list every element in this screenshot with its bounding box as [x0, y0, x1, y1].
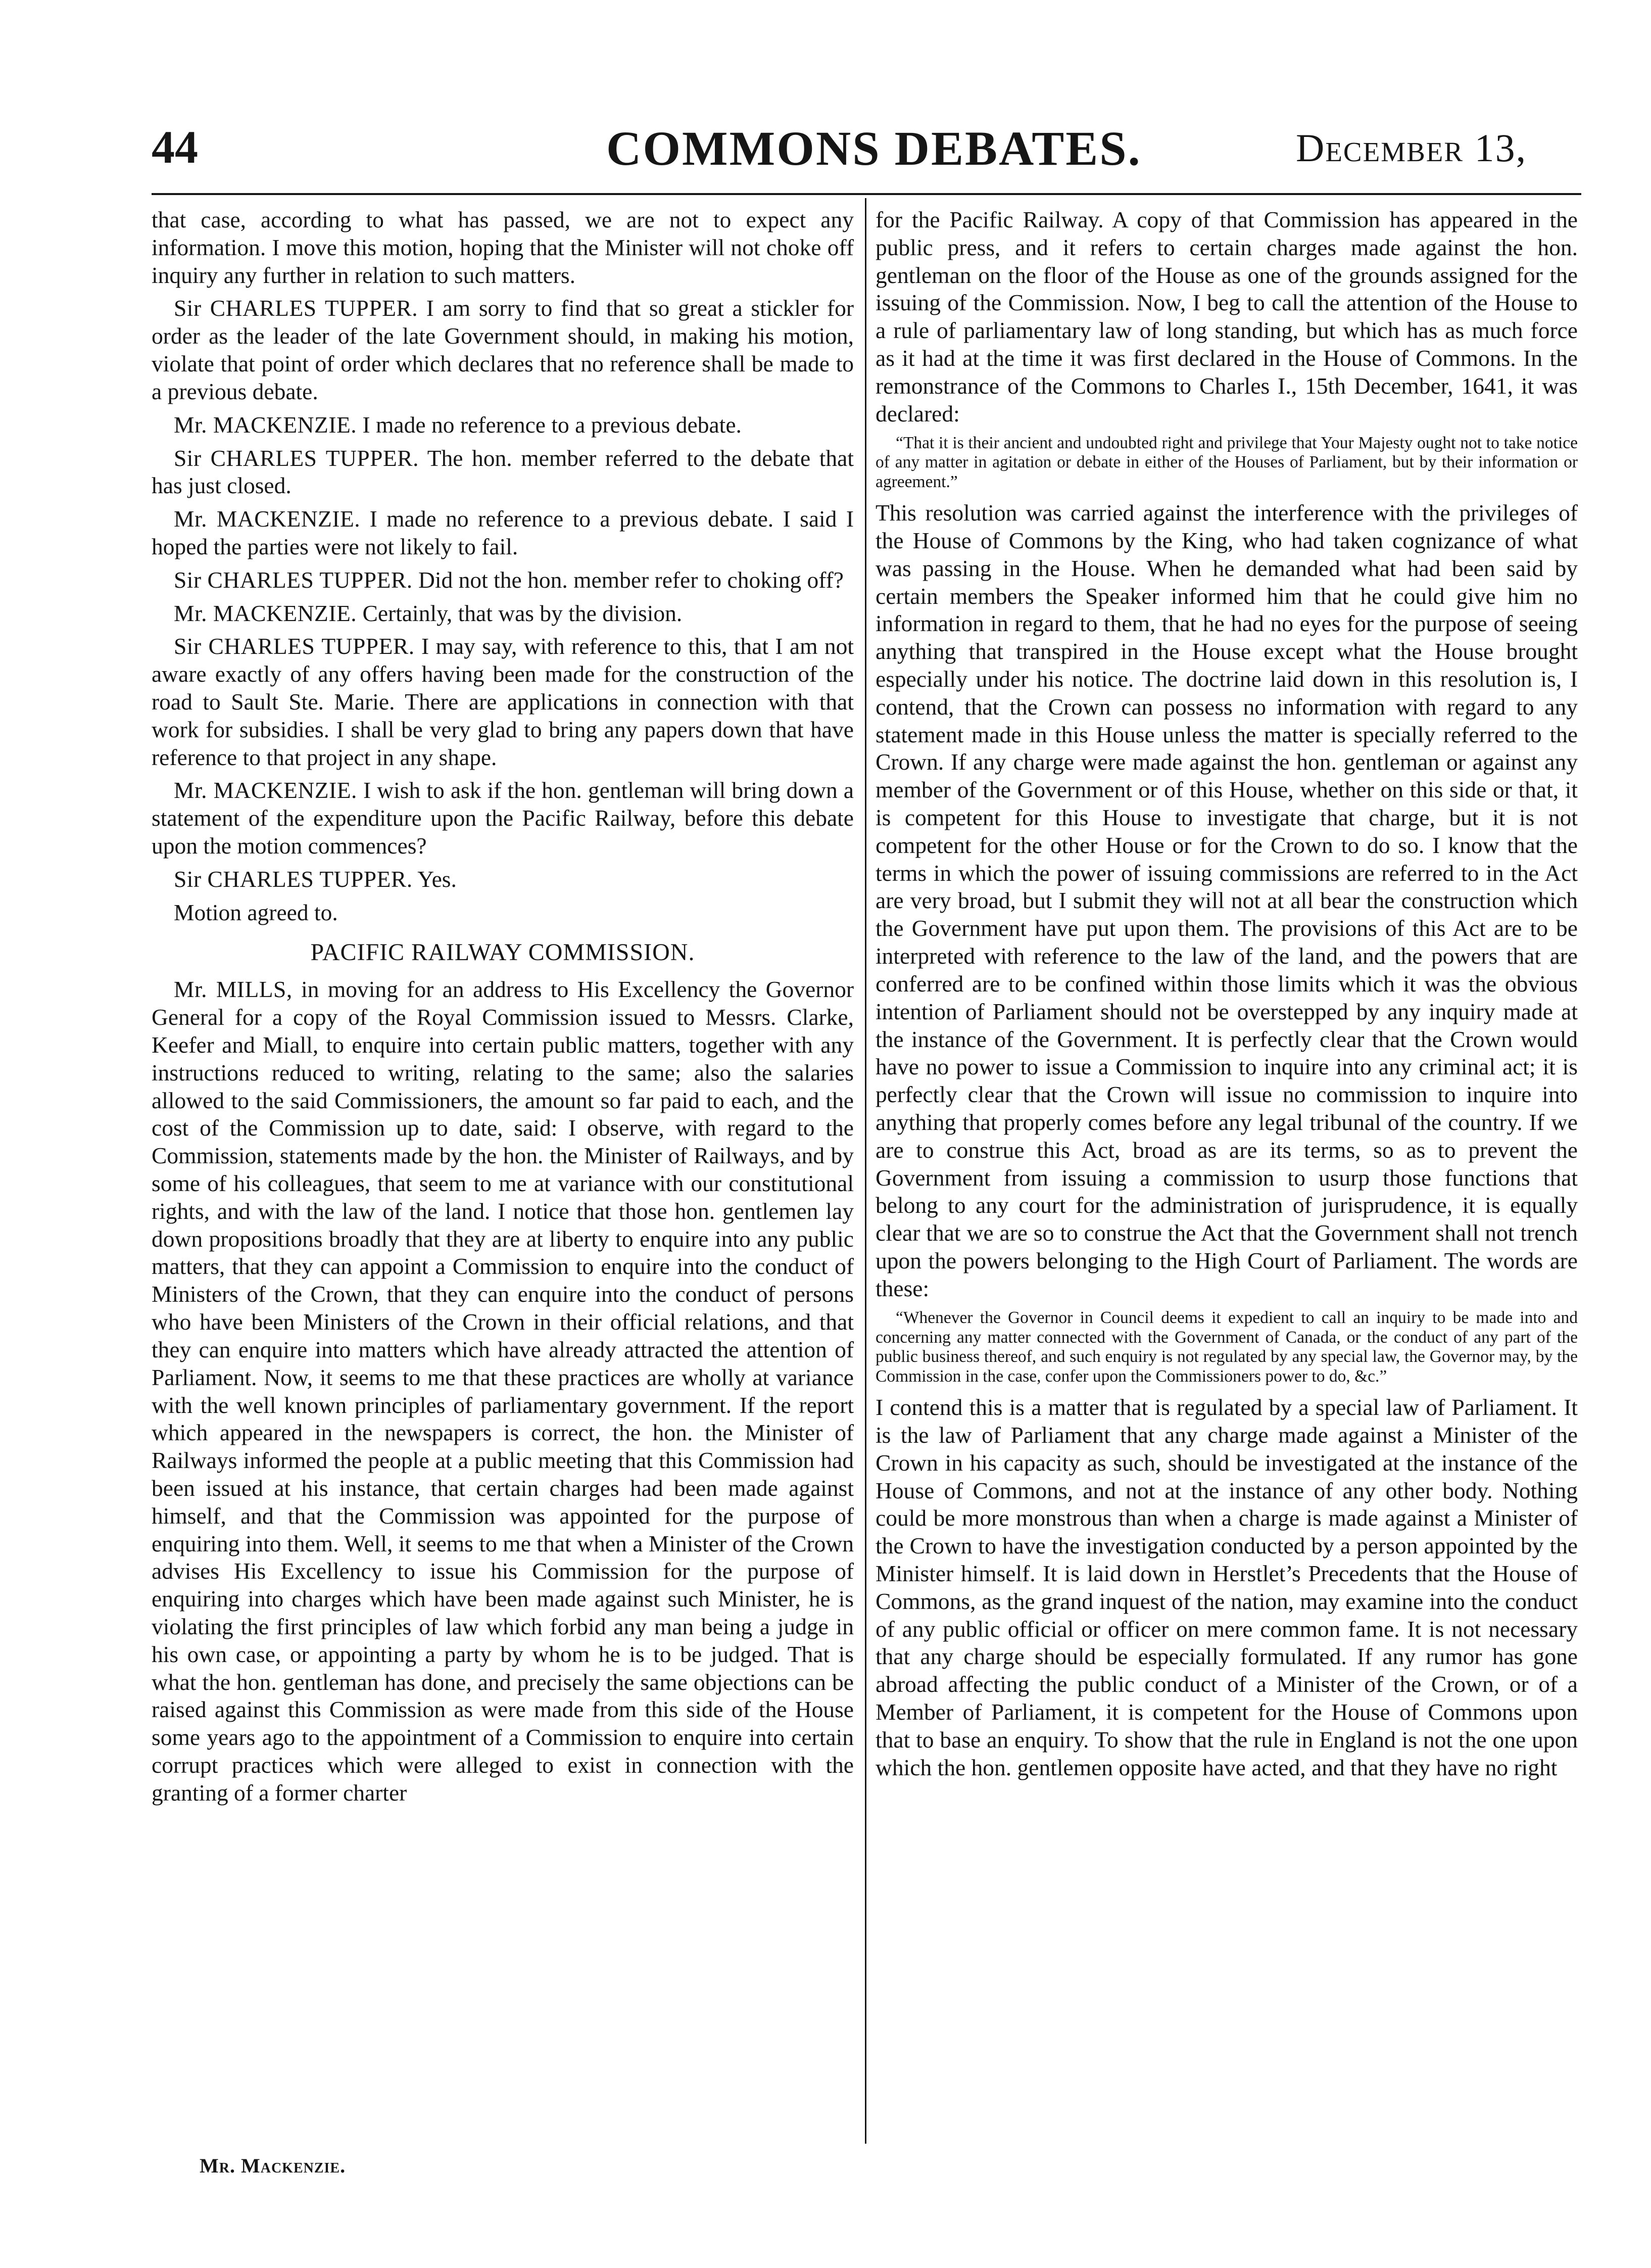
page-number: 44: [152, 121, 198, 173]
speaker-name: Sir CHARLES TUPPER.: [174, 866, 413, 892]
section-heading: PACIFIC RAILWAY COMMISSION.: [310, 938, 695, 966]
paragraph: This resolution was carried against the interference with the privileges of the House of Commons by the King, who had taken cognizance of what was passing in the House. When he demanded what had been said by certain members the Speaker informed him that he could give him no information in regard to them, that he had no eyes for the purpose of seeing anything that transpired in the House except what the House brought especially under his notice. The doctrine laid down in this resolution is, I contend, that the Crown can possess no information with regard to any statement made in this House unless the matter is specially referred to the Crown. If any charge were made against the hon. gentleman or against any member of the Government or of this House, whether on this side or that, it is competent for this House to investigate that charge, but it is not competent for the other House or for the Crown to do so. I know that the terms in which the power of issuing commissions are referred to in the Act are very broad, but I submit they will not at all bear the construction which the Government have put upon them. The provisions of this Act are to be interpreted with reference to the law of the land, and the powers that are conferred are to be confined within those limits which it was the obvious intention of Parliament should not be overstepped by any inquiry made at the instance of the Government. It is perfectly clear that the Crown would have no power to issue a Commission to inquire into any criminal act; it is perfectly clear that the Crown will issue no commission to inquire into anything that properly comes before any legal tribunal of the country. If we are to construe this Act, broad as are its terms, so as to prevent the Government from issuing a commission to usurp those functions that belong to any court for the administration of jurisprudence, it is equally clear that we are so to construe the Act that the Government shall not trench upon the powers belonging to the High Court of Parliament. The words are these:: [876, 500, 1578, 1301]
paragraph: [152, 411, 854, 439]
speech-text: The hon. member referred to the debate that has just closed.: [152, 445, 854, 499]
speech-text: Certainly, that was by the division.: [357, 600, 683, 626]
left-column: [152, 206, 854, 1813]
speech-text: I wish to ask if the hon. gentleman will bring down a statement of the expenditure upon the Pacific Railway, before this debate upon the motion commences?: [152, 777, 854, 859]
header-rule: [152, 193, 1581, 195]
speech-text: I made no reference to a previous debate.: [357, 411, 742, 438]
footer-signature: Mr. Mackenzie.: [200, 2154, 346, 2177]
block-quote: “Whenever the Governor in Council deems it expedient to call an inquiry to be made into and concerning any matter connected with the Government of Canada, or the conduct of any part of the public business thereof, and such enquiry is not regulated by any special law, the Governor may, by the Commission in the case, confer upon the Commissioners power to do, &c.”: [876, 1308, 1578, 1386]
paragraph: [152, 505, 854, 561]
right-column: [876, 206, 1578, 1787]
speaker-name: Sir CHARLES TUPPER.: [174, 633, 415, 659]
paragraph: [152, 566, 854, 594]
speech-text: I made no reference to a previous debate. I said I hoped the parties were not likely to fail.: [152, 506, 854, 559]
speaker-name: Sir CHARLES TUPPER.: [174, 445, 419, 471]
paragraph: [152, 445, 854, 500]
paragraph: [152, 295, 854, 405]
paragraph: [152, 976, 854, 1807]
speaker-name: Mr. MACKENZIE.: [174, 600, 357, 626]
speech-text: Did not the hon. member refer to choking off?: [412, 566, 844, 593]
speaker-name: Mr. MACKENZIE.: [174, 411, 357, 438]
paragraph: [152, 633, 854, 771]
motion-result: Motion agreed to.: [174, 899, 338, 925]
speaker-name: Sir CHARLES TUPPER.: [174, 295, 418, 321]
speech-text: in moving for an address to His Excellency the Governor General for a copy of the Royal Commission issued to Messrs. Clarke, Keefer and Miall, to enquire into certain public matters, together with any instructions reduced to writing, relating to the same; also the salaries allowed to the said Commissioners, the amount so far paid to each, and the cost of the Commission up to date, said: I observe, with regard to the Commission, statements made by the hon. the Minister of Railways, and by some of his colleagues, that seem to me at variance with our constitutional rights, and with the law of the land. I notice that those hon. gentlemen lay down propositions broadly that they are at liberty to enquire into any public matters, that they can appoint a Commission to enquire into the conduct of Ministers of the Crown, that they can enquire into the conduct of persons who have been Ministers of the Crown in their official relations, and that they can enquire into matters which have already attracted the attention of Parliament. Now, it seems to me that these practices are wholly at variance with the well known principles of parliamentary government. If the report which appeared in the newspapers is correct, the hon. the Minister of Railways informed the people at a public meeting that this Commission had been issued at his instance, that certain charges had been made against himself, and that the Commission was appointed for the purpose of enquiring into them. Well, it seems to me that when a Minister of the Crown advises His Excellency to issue his Commission for the purpose of enquiring into charges which have been made against such Minister, he is violating the first principles of law which forbid any man being a judge in his own case, or appointing a party by whom he is to be judged. That is what the hon. gentleman has done, and precisely the same objections can be raised against this Commission as were made from this side of the House some years ago to the appointment of a Commission to enquire into certain corrupt practices which were alleged to exist in connection with the granting of a former charter: [152, 976, 854, 1806]
paragraph: for the Pacific Railway. A copy of that Commission has appeared in the public press, and it refers to certain charges made against the hon. gentleman on the floor of the House as one of the grounds assigned for the issuing of the Commission. Now, I beg to call the attention of the House to a rule of parliamentary law of long standing, but which has as much force as it had at the time it was first declared in the House of Commons. In the remonstrance of the Commons to Charles I., 15th December, 1641, it was declared:: [876, 207, 1578, 427]
speech-text: I may say, with reference to this, that I am not aware exactly of any offers having been made for the construction of the road to Sault Ste. Marie. There are applications in connection with that work for subsidies. I shall be very glad to bring any papers down that have reference to that project in any shape.: [152, 633, 854, 770]
speaker-name: Mr. MACKENZIE.: [174, 506, 361, 532]
speech-text: Yes.: [412, 866, 457, 892]
paragraph: I contend this is a matter that is regulated by a special law of Parliament. It is the law of Parliament that any charge made against a Minister of the Crown in his capacity as such, should be investigated at the instance of the House of Commons, and not at the instance of any other body. Nothing could be more monstrous than when a charge is made against a Minister of the Crown to have the investigation conducted by a person appointed by the Minister himself. It is laid down in Herstlet’s Precedents that the House of Commons, as the grand inquest of the nation, may examine into the conduct of any public official or officer on mere common fame. It is not necessary that any charge should be especially formulated. If any rumor has gone abroad affecting the public conduct of a Minister of the Crown, or of a Member of Parliament, it is competent for the House of Commons upon that to base an enquiry. To show that the rule in England is not the one upon which the hon. gentlemen opposite have acted, and that they have no right: [876, 1394, 1578, 1780]
paragraph: [152, 866, 854, 893]
paragraph: [152, 600, 854, 628]
paragraph: that case, according to what has passed, we are not to expect any information. I move this motion, hoping that the Minister will not choke off inquiry any further in relation to such matters.: [152, 207, 854, 288]
speech-text: I am sorry to find that so great a stickler for order as the leader of the late Government should, in making his motion, violate that point of order which declares that no reference shall be made to a previous debate.: [152, 295, 854, 404]
block-quote: “That it is their ancient and undoubted right and privilege that Your Majesty ought not to take notice of any matter in agitation or debate in either of the Houses of Parliament, but by their information or agreement.”: [876, 433, 1578, 492]
running-date: December 13,: [1296, 126, 1527, 170]
column-divider: [865, 198, 866, 2144]
speaker-name: Mr. MACKENZIE.: [174, 777, 357, 804]
paragraph: [152, 777, 854, 860]
speaker-name: Sir CHARLES TUPPER.: [174, 566, 413, 593]
speaker-name: Mr. MILLS,: [174, 976, 293, 1003]
running-title: COMMONS DEBATES.: [606, 121, 1142, 175]
